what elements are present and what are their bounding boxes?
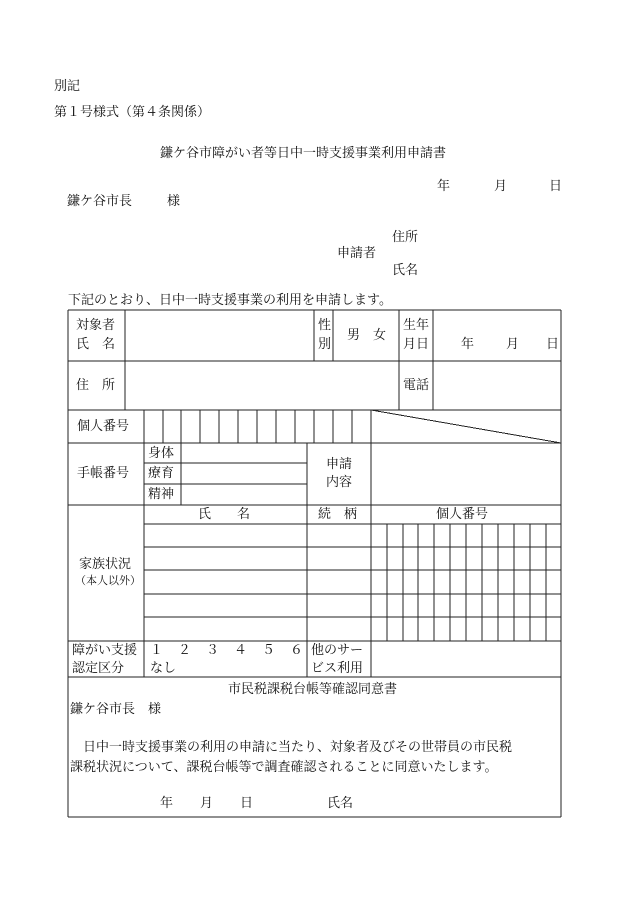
- date-month: 月: [494, 179, 508, 194]
- consent-body-line2: 課税状況について、課税台帳等で調査確認されることに同意いたします。: [70, 760, 498, 775]
- consent-addressee: 鎌ケ谷市長 様: [70, 702, 162, 717]
- handbook-number-label: 手帳番号: [77, 466, 130, 481]
- family-status-label: 家族状況: [79, 557, 132, 572]
- birth-label-line1: 生年: [403, 318, 430, 333]
- page-title: 鎌ケ谷市障がい者等日中一時支援事業利用申請書: [160, 146, 447, 161]
- sex-options: 男 女: [347, 328, 387, 343]
- form-number: 第１号様式（第４条関係）: [54, 105, 211, 120]
- consent-title: 市民税課税台帳等確認同意書: [228, 682, 398, 697]
- family-col-personal-number: 個人番号: [436, 507, 489, 522]
- applicant-name-label: 氏名: [392, 263, 419, 278]
- personal-number-label: 個人番号: [77, 419, 130, 434]
- other-service-line1: 他のサー: [311, 643, 364, 658]
- applicant-address-label: 住所: [392, 230, 419, 245]
- consent-body-line1: 日中一時支援事業の利用の申請に当たり、対象者及びその世帯員の市民税: [70, 740, 513, 755]
- birth-year: 年: [461, 337, 475, 352]
- other-service-line2: ビス利用: [311, 661, 364, 676]
- phone-label: 電話: [403, 378, 430, 393]
- sex-label-line1: 性: [318, 318, 332, 333]
- attachment-label: 別記: [54, 79, 81, 94]
- date-year: 年: [437, 179, 451, 194]
- birth-day: 日: [546, 337, 560, 352]
- support-none: なし: [150, 661, 177, 676]
- subject-label-line1: 対象者: [76, 318, 116, 333]
- handbook-type-mental: 精神: [148, 487, 175, 502]
- family-col-name: 氏 名: [198, 507, 251, 522]
- support-levels: １ ２ ３ ４ ５ ６: [150, 643, 305, 658]
- family-status-note: （本人以外）: [75, 574, 141, 587]
- birth-month: 月: [506, 337, 520, 352]
- sex-label-line2: 別: [318, 337, 332, 352]
- addressee: 鎌ケ谷市長: [67, 194, 133, 209]
- support-label-line1: 障がい支援: [72, 643, 138, 658]
- request-label-line2: 内容: [326, 475, 353, 490]
- address-label: 住 所: [76, 378, 116, 393]
- intro-text: 下記のとおり、日中一時支援事業の利用を申請します。: [68, 293, 392, 308]
- handbook-type-physical: 身体: [148, 446, 175, 461]
- consent-day: 日: [240, 796, 254, 811]
- support-label-line2: 認定区分: [72, 661, 125, 676]
- consent-name-label: 氏名: [327, 796, 354, 811]
- addressee-suffix: 様: [167, 194, 181, 209]
- family-col-relation: 続 柄: [318, 507, 358, 522]
- handbook-type-rehab: 療育: [148, 466, 175, 481]
- consent-month: 月: [200, 796, 214, 811]
- subject-label-line2: 氏 名: [76, 337, 116, 352]
- applicant-label: 申請者: [337, 246, 377, 261]
- consent-year: 年: [160, 796, 174, 811]
- birth-label-line2: 月日: [403, 337, 430, 352]
- request-label-line1: 申請: [326, 457, 353, 472]
- date-day: 日: [549, 179, 563, 194]
